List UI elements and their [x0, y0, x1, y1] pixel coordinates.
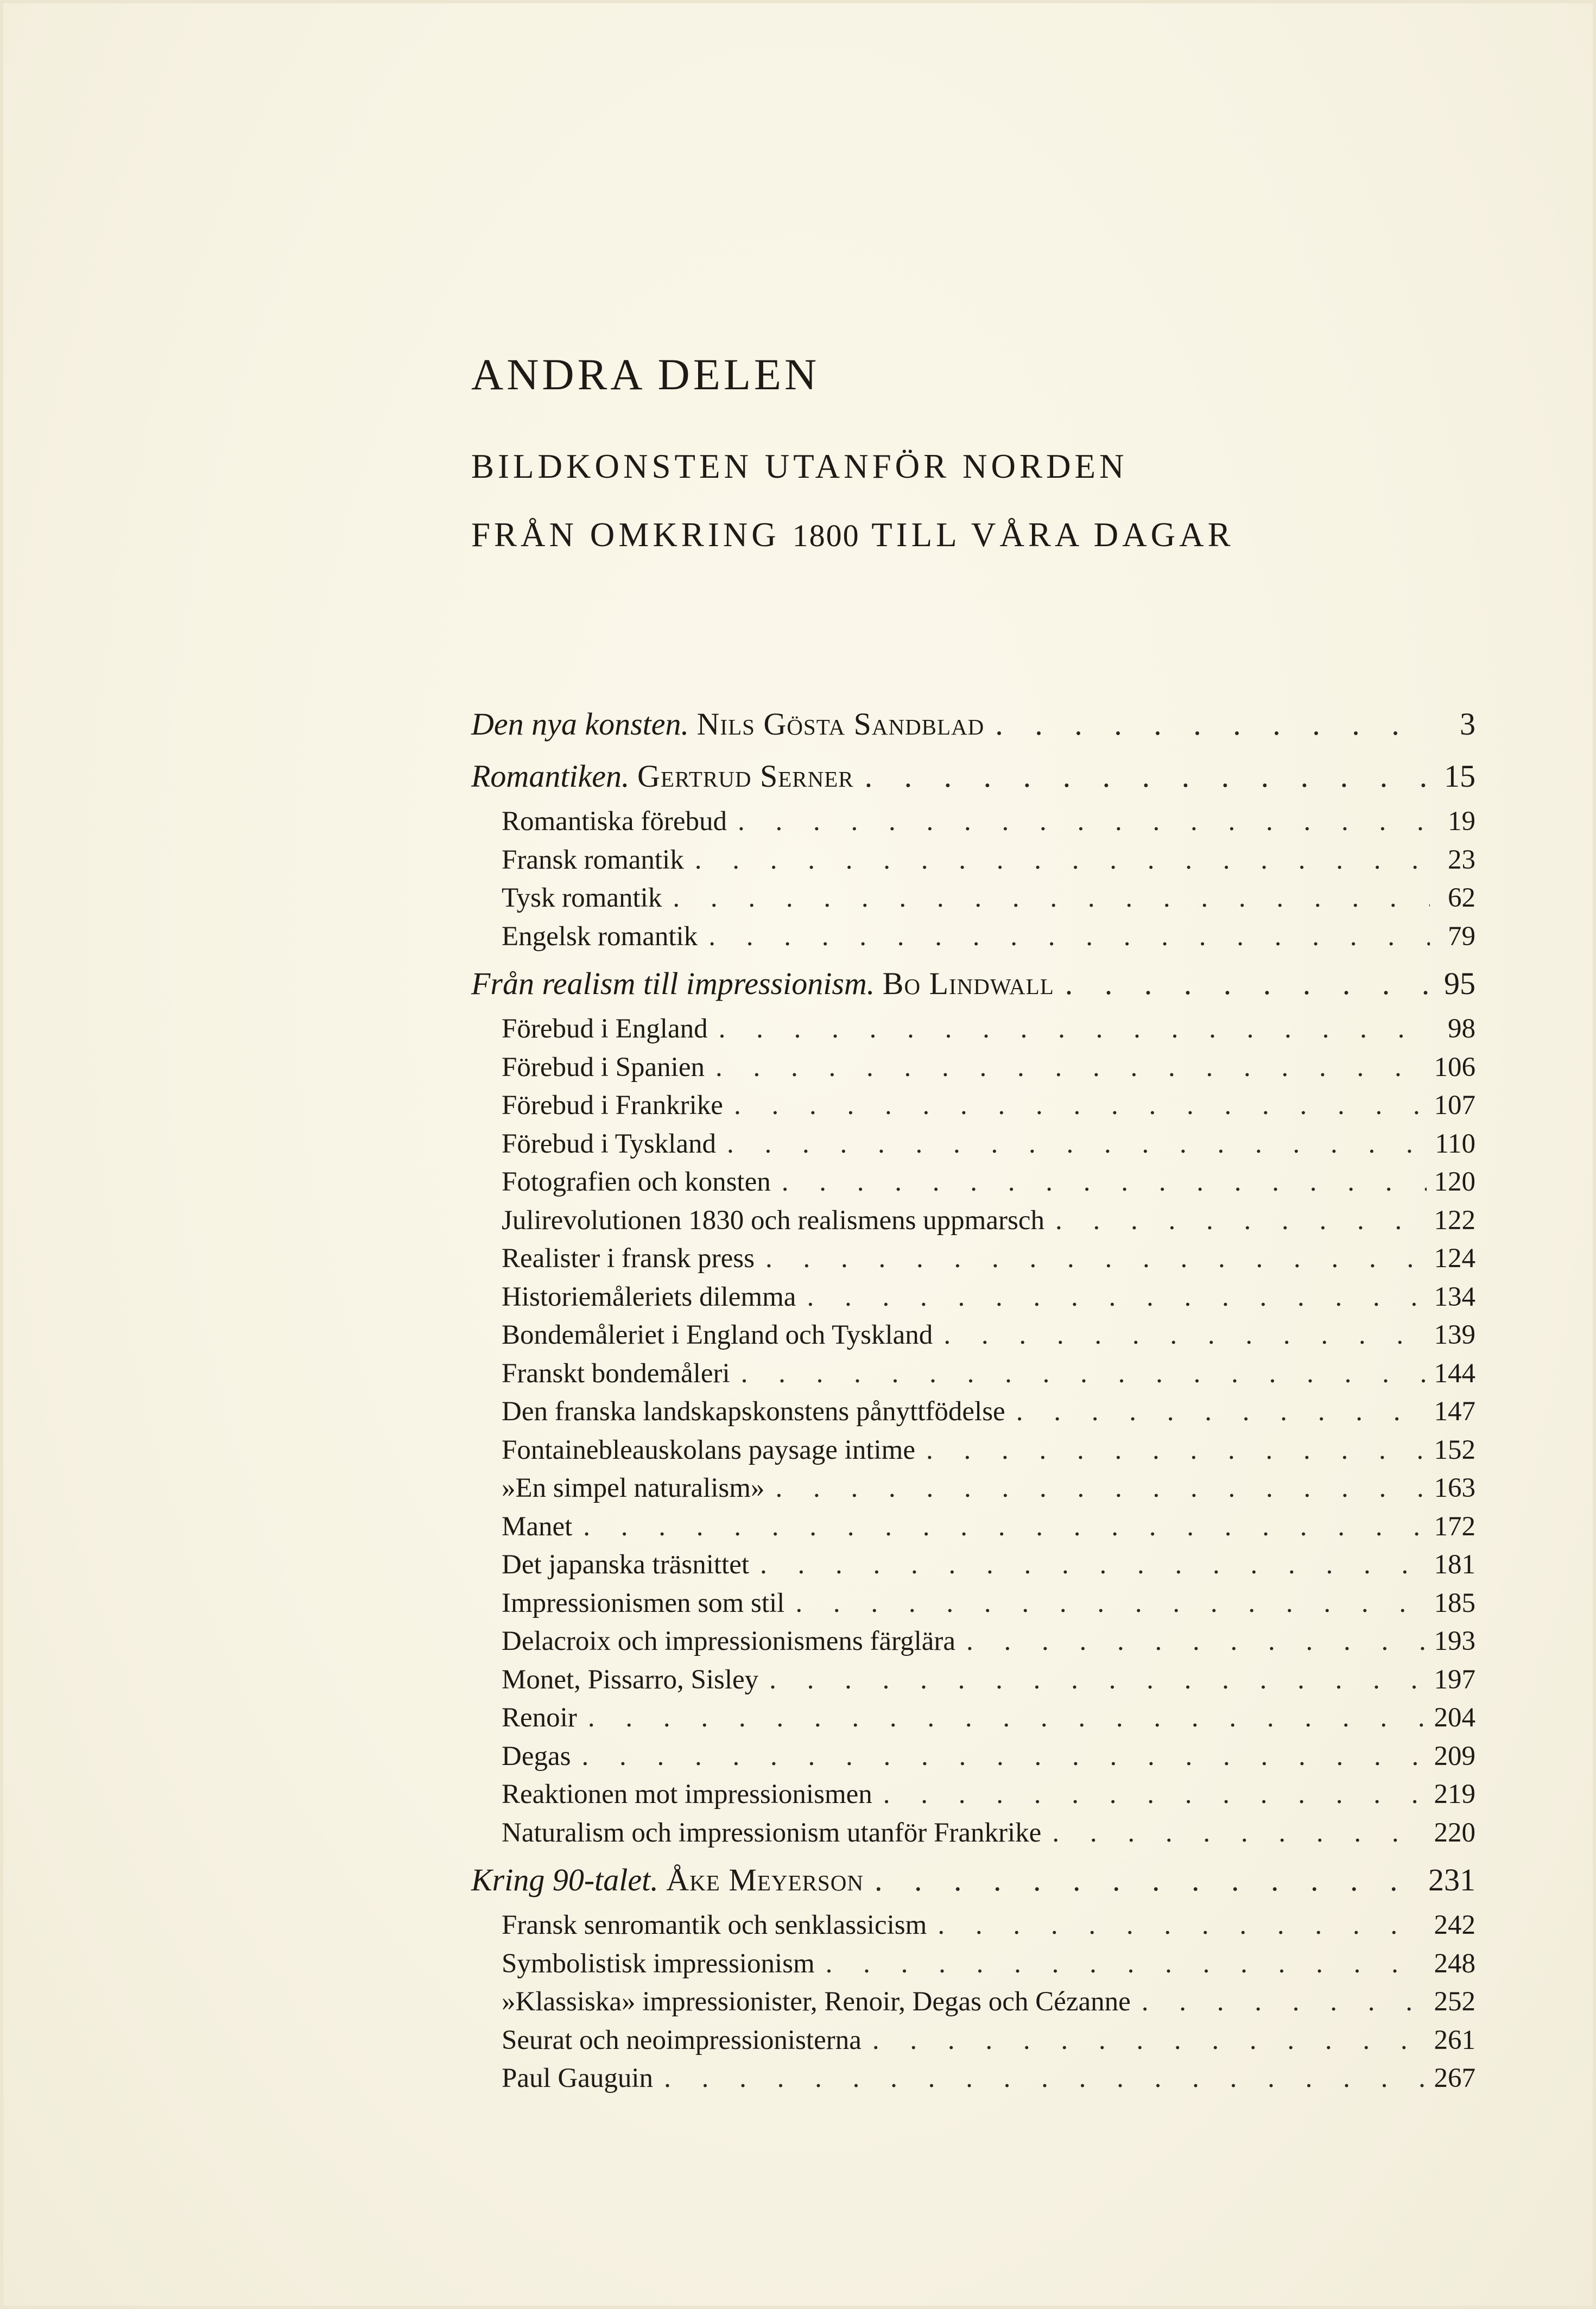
toc-page-number: 209	[1434, 1741, 1475, 1772]
toc-chapter-row	[471, 1166, 1475, 1204]
toc-chapter-row	[471, 1472, 1475, 1510]
toc-essay-title: Kring 90-talet.	[471, 1862, 658, 1897]
dot-leader	[938, 1909, 1426, 1941]
dot-leader	[875, 1862, 1421, 1898]
toc-chapter-row	[471, 1013, 1475, 1051]
toc-chapter-title: Förebud i Spanien	[502, 1052, 705, 1083]
dot-leader	[966, 1625, 1426, 1657]
toc-chapter-title: Monet, Pissarro, Sisley	[502, 1664, 759, 1695]
toc-chapter-title: Tysk romantik	[502, 883, 662, 913]
toc-chapter-title: Förebud i England	[502, 1014, 708, 1044]
dot-leader	[1016, 1396, 1427, 1427]
toc-chapter-title: Seurat och neoimpressionisterna	[502, 2025, 862, 2055]
toc-author: Bo Lindwall	[882, 966, 1054, 1001]
toc-chapter-row	[471, 921, 1475, 959]
toc-page-number: 185	[1434, 1587, 1475, 1618]
toc-page-number: 147	[1434, 1396, 1475, 1427]
toc-entry-label	[471, 1434, 915, 1466]
toc-chapter-row	[471, 1909, 1475, 1947]
toc-page-number: 120	[1434, 1167, 1475, 1197]
toc-chapter-title: Förebud i Tyskland	[502, 1128, 716, 1159]
toc-entry-label	[471, 1909, 927, 1941]
toc-page-number: 122	[1434, 1205, 1475, 1236]
toc-page-number: 15	[1444, 758, 1475, 794]
toc-essay-title: Den nya konsten.	[471, 706, 689, 742]
toc-page-number: 252	[1434, 1987, 1475, 2017]
toc-chapter-row	[471, 1702, 1475, 1740]
toc-entry-label	[471, 1862, 864, 1898]
toc-chapter-title: Impressionismen som stil	[502, 1587, 785, 1618]
toc-chapter-row	[471, 1052, 1475, 1090]
toc-entry-label	[471, 1664, 758, 1696]
toc-essay-title: Romantiken.	[471, 758, 630, 794]
toc-chapter-row	[471, 1358, 1475, 1396]
toc-entry-label	[471, 965, 1054, 1002]
toc-entry-label	[471, 1702, 577, 1734]
toc-entry-label	[471, 1243, 755, 1274]
toc-page-number: 261	[1434, 2025, 1475, 2055]
toc-chapter-title: Fransk senromantik och senklassicism	[502, 1910, 927, 1940]
toc-chapter-title: Julirevolutionen 1830 och realismens uppmarsch	[502, 1205, 1044, 1236]
toc-entry-label	[471, 1396, 1005, 1427]
toc-chapter-row	[471, 1779, 1475, 1817]
toc-chapter-title: Franskt bondemåleri	[502, 1358, 730, 1389]
dot-leader	[865, 758, 1430, 794]
dot-leader	[807, 1281, 1426, 1313]
dot-leader	[588, 1702, 1427, 1734]
dot-leader	[583, 1511, 1426, 1542]
toc-chapter-row	[471, 1511, 1475, 1549]
toc-page-number: 204	[1434, 1703, 1475, 1733]
toc-author: Åke Meyerson	[666, 1862, 864, 1897]
dot-leader	[1142, 1986, 1427, 2017]
toc-entry-label	[471, 1205, 1044, 1236]
toc-essay-row	[471, 965, 1475, 1009]
toc-entry-label	[471, 1625, 955, 1657]
toc-chapter-row	[471, 1817, 1475, 1855]
toc-page-number: 19	[1448, 806, 1475, 837]
toc-entry-label	[471, 1358, 730, 1389]
dot-leader	[664, 2063, 1426, 2094]
subtitle-line-1: BILDKONSTEN UTANFÖR NORDEN	[471, 447, 1128, 485]
toc-entry-label	[471, 706, 984, 742]
toc-entry-label	[471, 1549, 749, 1580]
dot-leader	[581, 1741, 1426, 1772]
toc-chapter-row	[471, 1664, 1475, 1702]
dot-leader	[708, 921, 1430, 952]
dot-leader	[795, 1587, 1426, 1619]
dot-leader	[775, 1472, 1426, 1504]
toc-entry-label	[471, 882, 662, 914]
toc-page-number: 79	[1448, 921, 1475, 952]
toc-page-number: 144	[1434, 1358, 1475, 1389]
part-title: ANDRA DELEN	[471, 350, 820, 399]
toc-entry-label	[471, 758, 854, 794]
toc-page-number: 124	[1434, 1243, 1475, 1274]
dot-leader	[734, 1090, 1427, 1121]
toc-chapter-row	[471, 1281, 1475, 1319]
toc-page-number: 98	[1448, 1014, 1475, 1044]
section-heading	[471, 347, 1503, 557]
dot-leader	[872, 2025, 1427, 2056]
toc-chapter-row	[471, 1090, 1475, 1128]
toc-page-number: 193	[1434, 1626, 1475, 1656]
toc-chapter-row	[471, 1741, 1475, 1779]
toc-page-number: 242	[1434, 1910, 1475, 1940]
toc-page-number: 172	[1434, 1511, 1475, 1542]
toc-chapter-row	[471, 1128, 1475, 1166]
dot-leader	[695, 844, 1430, 876]
toc-chapter-title: Paul Gauguin	[502, 2063, 654, 2093]
toc-page-number: 220	[1434, 1817, 1475, 1848]
toc-chapter-title: Förebud i Frankrike	[502, 1090, 723, 1121]
subtitle-line-2-after: TILL VÅRA DAGAR	[871, 516, 1234, 554]
toc-page-number: 219	[1434, 1779, 1475, 1810]
toc-chapter-title: Det japanska träsnittet	[502, 1549, 750, 1580]
toc-entry-label	[471, 1817, 1041, 1849]
dot-leader	[738, 806, 1430, 837]
toc-page-number: 62	[1448, 883, 1475, 913]
dot-leader	[826, 1948, 1427, 1979]
toc-chapter-title: Manet	[502, 1511, 573, 1542]
toc-chapter-title: Romantiska förebud	[502, 806, 727, 837]
toc-chapter-title: Den franska landskapskonstens pånyttfödelse	[502, 1396, 1005, 1427]
dot-leader	[741, 1358, 1427, 1389]
toc-entry-label	[471, 1779, 872, 1810]
toc-chapter-title: Historiemåleriets dilemma	[502, 1281, 796, 1312]
toc-entry-label	[471, 921, 698, 952]
toc-chapter-row	[471, 1205, 1475, 1243]
toc-chapter-row	[471, 844, 1475, 882]
toc-chapter-row	[471, 1625, 1475, 1663]
toc-entry-label	[471, 2025, 862, 2056]
subtitle-line-2-year: 1800	[792, 518, 860, 553]
dot-leader	[995, 706, 1430, 742]
subtitle-line-2-before: FRÅN OMKRING	[471, 516, 780, 554]
toc-entry-label	[471, 1128, 716, 1160]
toc-chapter-title: Fotografien och konsten	[502, 1167, 771, 1197]
dot-leader	[926, 1434, 1427, 1466]
toc-chapter-title: Engelsk romantik	[502, 921, 698, 952]
toc-entry-label	[471, 1472, 764, 1504]
dot-leader	[769, 1664, 1426, 1696]
toc-author: Gertrud Serner	[637, 758, 854, 794]
dot-leader	[719, 1013, 1430, 1045]
toc-page-number: 267	[1434, 2063, 1475, 2093]
toc-page-number: 197	[1434, 1664, 1475, 1695]
toc-chapter-title: »Klassiska» impressionister, Renoir, Degas och Cézanne	[502, 1987, 1131, 2017]
toc-chapter-row	[471, 882, 1475, 920]
dot-leader	[765, 1243, 1427, 1274]
toc-chapter-title: Delacroix och impressionismens färglära	[502, 1626, 956, 1656]
toc-chapter-row	[471, 2063, 1475, 2101]
toc-page-number: 134	[1434, 1281, 1475, 1312]
dot-leader	[1055, 1205, 1427, 1236]
dot-leader	[883, 1779, 1427, 1810]
dot-leader	[760, 1549, 1426, 1580]
dot-leader	[673, 882, 1430, 914]
toc-chapter-row	[471, 806, 1475, 844]
toc-entry-label	[471, 1090, 723, 1121]
dot-leader	[1052, 1817, 1426, 1849]
toc-page-number: 231	[1428, 1862, 1475, 1897]
toc-entry-label	[471, 1052, 705, 1083]
toc-entry-label	[471, 1587, 784, 1619]
toc-chapter-title: Bondemåleriet i England och Tyskland	[502, 1320, 933, 1350]
toc-page-number: 106	[1434, 1052, 1475, 1083]
toc-entry-label	[471, 1319, 933, 1351]
toc-entry-label	[471, 844, 684, 876]
toc-entry-label	[471, 2063, 653, 2094]
toc-page-number: 139	[1434, 1320, 1475, 1350]
toc-chapter-title: Symbolistisk impressionism	[502, 1948, 815, 1979]
toc-page-number: 3	[1460, 706, 1475, 742]
toc-page-number: 152	[1434, 1434, 1475, 1465]
toc-chapter-title: Degas	[502, 1741, 571, 1772]
toc-entry-label	[471, 1281, 796, 1313]
toc-entry-label	[471, 1948, 815, 1979]
toc-author: Nils Gösta Sandblad	[696, 706, 985, 742]
toc-entry-label	[471, 1166, 771, 1198]
toc-chapter-title: Naturalism och impressionism utanför Frankrike	[502, 1817, 1042, 1848]
dot-leader	[715, 1052, 1427, 1083]
toc-chapter-row	[471, 1587, 1475, 1625]
toc-chapter-row	[471, 1549, 1475, 1587]
toc-chapter-title: Fransk romantik	[502, 844, 684, 875]
toc-entry-label	[471, 1013, 708, 1045]
toc-chapter-row	[471, 1243, 1475, 1281]
dot-leader	[727, 1128, 1427, 1160]
toc-page-number: 23	[1448, 844, 1475, 875]
toc-entry-label	[471, 1741, 571, 1772]
toc-chapter-title: »En simpel naturalism»	[502, 1473, 765, 1503]
toc-chapter-title: Renoir	[502, 1703, 577, 1733]
dot-leader	[943, 1319, 1426, 1351]
toc-chapter-title: Fontainebleauskolans paysage intime	[502, 1434, 915, 1465]
subtitle-line-2	[471, 514, 1503, 557]
toc-entry-label	[471, 1511, 572, 1542]
toc-page-number: 163	[1434, 1473, 1475, 1503]
toc-chapter-row	[471, 1434, 1475, 1472]
toc-chapter-row	[471, 2025, 1475, 2063]
toc-essay-row	[471, 758, 1475, 801]
dot-leader	[782, 1166, 1427, 1198]
toc-chapter-row	[471, 1948, 1475, 1986]
toc-page-number: 248	[1434, 1948, 1475, 1979]
toc-chapter-row	[471, 1319, 1475, 1357]
toc-essay-row	[471, 1862, 1475, 1905]
toc-page-number: 107	[1434, 1090, 1475, 1121]
toc-chapter-title: Reaktionen mot impressionismen	[502, 1779, 872, 1810]
toc-chapter-title: Realister i fransk press	[502, 1243, 755, 1274]
toc-essay-row	[471, 706, 1475, 749]
toc-page-number: 181	[1434, 1549, 1475, 1580]
dot-leader	[1065, 965, 1430, 1002]
toc-chapter-row	[471, 1396, 1475, 1434]
toc-entry-label	[471, 1986, 1131, 2017]
toc-entry-label	[471, 806, 727, 837]
toc-page-number: 110	[1435, 1128, 1475, 1159]
toc-essay-title: Från realism till impressionism.	[471, 966, 875, 1001]
toc-chapter-row	[471, 1986, 1475, 2024]
toc-page-number: 95	[1444, 966, 1475, 1001]
